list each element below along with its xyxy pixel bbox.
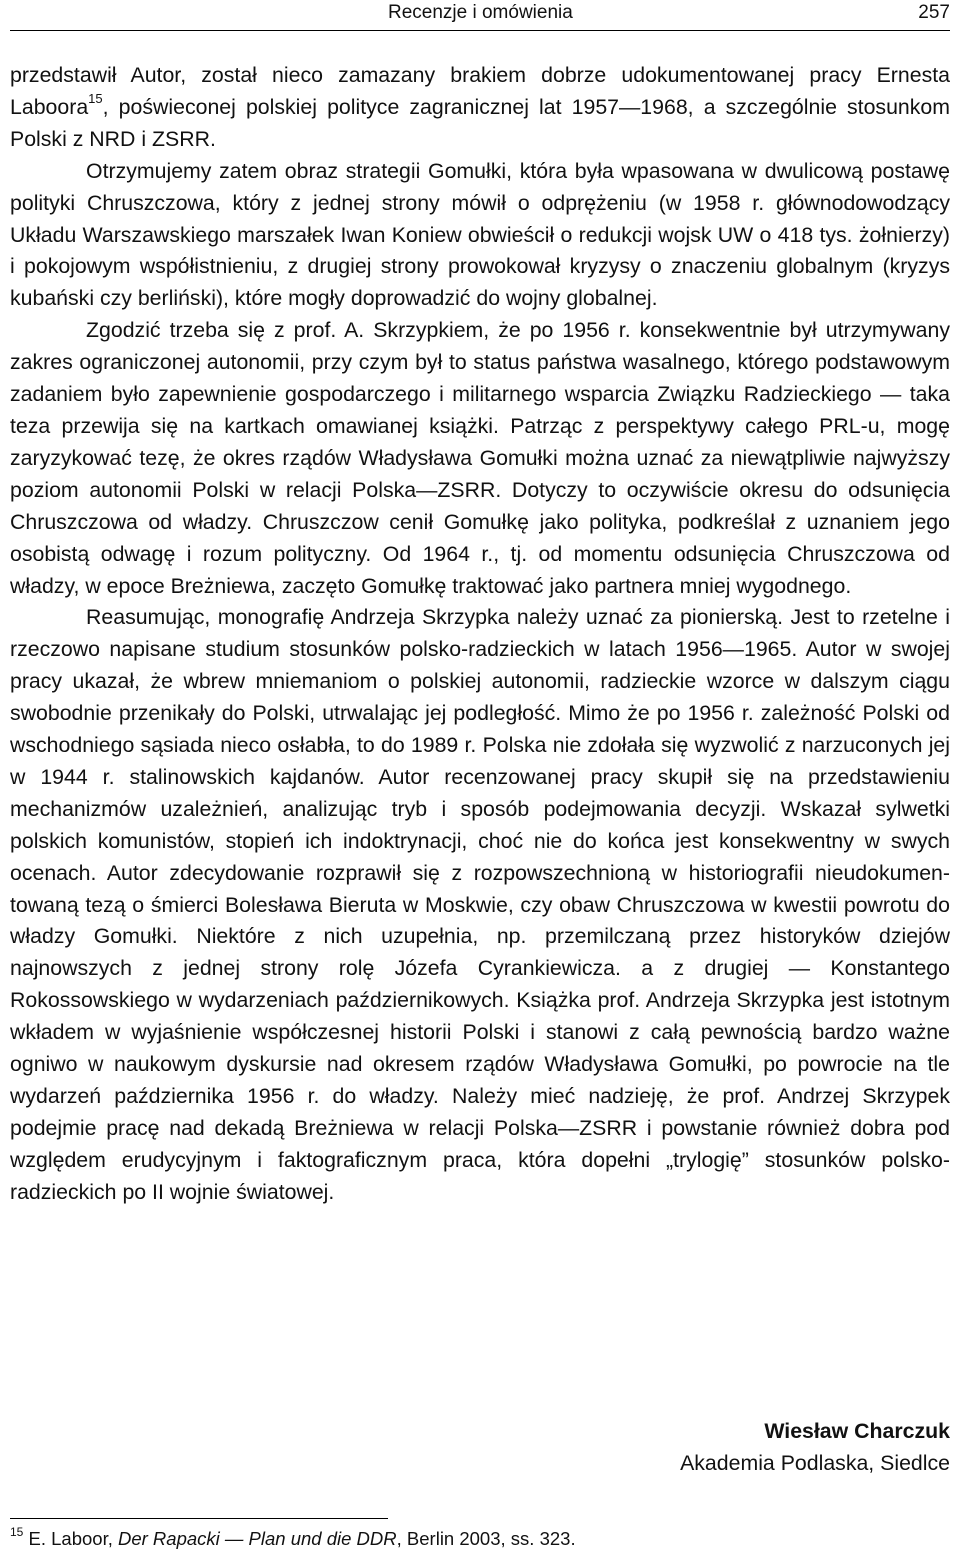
paragraph-text: przedstawił Autor, został nieco zamazany brakiem dobrze udokumentowanej pracy Ernesta Laboora xyxy=(10,63,950,119)
footnote-prefix: E. Laboor, xyxy=(28,1528,118,1549)
paragraph-autonomy: Zgodzić trzeba się z prof. A. Skrzypkiem, że po 1956 r. konsekwentnie był utrzymywany zakres ograniczonej autonomii, przy czym był to status państwa wasalnego, którego podstawowym zadaniem było zapewnienie gospodarczego i militarnego wsparcia Związku Radzieckiego — taka teza przewija się na kartkach omawianej książki. Patrząc z perspektywy całego PRL-u, mogę zaryzykować tezę, że okres rządów Władysława Gomułki można uznać za niewątpliwie najwyższy poziom autonomii Polski w relacji Polska—ZSRR. Dotyczy to oczywiście okresu do odsunięcia Chruszczowa od władzy. Chruszczow cenił Gomułkę jako polityka, podkreślał z uznaniem jego osobistą odwagę i rozum polityczny. Od 1964 r., tj. od momentu odsunięcia Chruszczowa od władzy, w epoce Breżniewa, zaczęto Gomułkę traktować jako partnera mniej wygodnego. xyxy=(10,318,950,598)
author-name: Wiesław Charczuk xyxy=(764,1419,950,1443)
running-header-title: Recenzje i omówienia xyxy=(388,2,573,23)
footnote-title: Der Rapacki — Plan und die DDR xyxy=(117,1528,397,1549)
footnote-reference[interactable]: 15 xyxy=(88,90,103,106)
running-header xyxy=(10,0,950,31)
footnote-separator xyxy=(10,1518,388,1519)
paragraph-continuation xyxy=(10,60,950,156)
footnote-number: 15 xyxy=(10,1525,24,1539)
paragraph-strategy: Otrzymujemy zatem obraz strategii Gomułki, która była wpasowana w dwulicową postawę polityki Chruszczowa, który z jednej strony mówił o odprężeniu (w 1958 r. głównodowodzący Układu Warszawskiego marszałek Iwan Koniew obwieścił o redukcji wojsk UW o 418 tys. żołnierzy) i pokojowym współistnieniu, z drugiej strony prowokował kryzysy o znaczeniu globalnym (kryzys kubański czy berliński), które mogły doprowadzić do wojny globalnej. xyxy=(10,158,950,311)
footnote-suffix: , Berlin 2003, ss. 323. xyxy=(396,1528,576,1549)
paragraph-text: , poświeconej polskiej polityce zagranicznej lat 1957—1968, a szczególnie stosunkom Polski z NRD i ZSRR. xyxy=(10,94,950,151)
review-body xyxy=(10,60,950,1209)
paragraph-summary: Reasumując, monografię Andrzeja Skrzypka należy uznać za pionierską. Jest to rzetelne i rzeczowo napisane studium stosunków polsko-radzieckich w latach 1956—1965. Autor w swojej pracy ukazał, że wbrew mniemaniom o polskiej autonomii, radzieckie wzorce w dalszym ciągu swobodnie przenikały do Polski, utrwalając jej podległość. Mimo że po 1956 r. zależność Polski od wschodniego sąsiada nieco osłabła, to do 1989 r. Polska nie zdołała się wyzwolić z narzuconych jej w 1944 r. stalinowskich kajdanów. Autor recenzowanej pracy skupił się na przedstawieniu mechanizmów uzależnień, analizując tryb i sposób podejmowania decyzji. Wskazał sylwetki polskich komunistów, stopień ich indoktrynacji, choć nie do końca jest konsekwentny w swych ocenach. Autor zdecydowanie rozprawił się z rozpowszechnioną w historiografii nieudokumentowaną tezą o śmierci Bolesława Bieruta w Moskwie, czy obaw Chruszczowa w kwestii powrotu do władzy Gomułki. Niektóre z nich uzupełnia, np. przemilczaną przez historyków dziejów najnowszych z jednej strony rolę Józefa Cyrankiewicza. a z drugiej — Konstantego Rokossowskiego w wydarzeniach październikowych. Książka prof. Andrzeja Skrzypka jest istotnym wkładem w wyjaśnienie współczesnej historii Polski i stanowi z całą pewnością bardzo ważne ogniwo w naukowym dyskursie nad okresem rządów Władysława Gomułki, po powrocie na tle wydarzeń października 1956 r. do władzy. Należy mieć nadzieję, że prof. Andrzej Skrzypek podejmie pracę nad dekadą Breżniewa w relacji Polska—ZSRR i powstanie również dobra pod względem erudycyjnym i faktograficznym praca, która dopełni „trylogię” stosunków polskoradzieckich po II wojnie światowej. xyxy=(10,605,950,1204)
footnote xyxy=(10,1526,576,1552)
author-affiliation: Akademia Podlaska, Siedlce xyxy=(680,1450,950,1475)
page-number: 257 xyxy=(918,2,950,23)
review-signature xyxy=(680,1416,950,1480)
